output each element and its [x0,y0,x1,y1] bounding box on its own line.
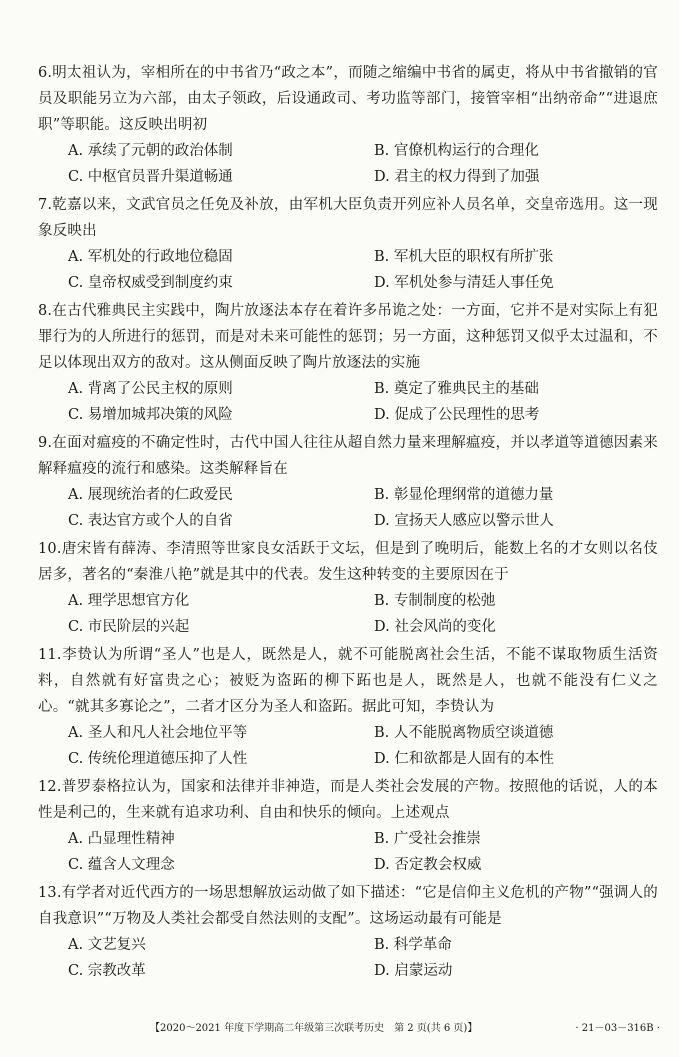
option-b: B. 奠定了雅典民主的基础 [374,381,539,397]
option-c: C. 传统伦理道德压抑了人性 [68,751,248,767]
question-11 [38,642,658,772]
option-a: A. 承续了元朝的政治体制 [68,143,233,159]
option-group [68,932,658,984]
option-b: B. 人不能脱离物质空谈道德 [374,725,554,741]
question-10 [38,536,658,640]
question-13 [38,880,658,984]
option-d: D. 军机处参与清廷人事任免 [374,275,554,291]
question-stem: 13.有学者对近代西方的一场思想解放运动做了如下描述：“它是信仰主义危机的产物”“强调人的自我意识”“万物及人类社会都受自然法则的支配”。这场运动最有可能是 [38,885,658,927]
option-b: B. 科学革命 [374,937,452,953]
option-group [68,720,658,772]
question-9 [38,430,658,534]
option-b: B. 军机大臣的职权有所扩张 [374,249,554,265]
option-c: C. 蕴含人文理念 [68,857,175,873]
option-a: A. 背离了公民主权的原则 [68,381,233,397]
option-group [68,376,658,428]
option-d: D. 宣扬天人感应以警示世人 [374,513,554,529]
option-a: A. 凸显理性精神 [68,831,175,847]
option-a: A. 文艺复兴 [68,937,146,953]
page-footer [150,1022,670,1036]
question-7 [38,192,658,296]
footer-code: · 21－03－316B · [575,1023,660,1034]
option-group [68,826,658,878]
option-b: B. 官僚机构运行的合理化 [374,143,539,159]
option-d: D. 仁和欲都是人固有的本性 [374,751,554,767]
footer-text: 【2020～2021 年度下学期高二年级第三次联考历史 第 2 页(共 6 页)】 [150,1023,478,1034]
question-stem: 6.明太祖认为，宰相所在的中书省乃“政之本”，而随之缩编中书省的属吏，将从中书省撤销的官员及职能另立为六部，由太子领政，后设通政司、考功监等部门，接管宰相“出纳帝命”“进退庶职”等职能。这反映出明初 [38,65,658,133]
option-c: C. 表达官方或个人的自省 [68,513,233,529]
question-list [38,60,658,986]
option-a: A. 理学思想官方化 [68,593,190,609]
question-stem: 10.唐宋皆有薛涛、李清照等世家良女活跃于文坛，但是到了晚明后，能数上名的才女则以名伎居多，著名的“秦淮八艳”就是其中的代表。发生这种转变的主要原因在于 [38,541,658,583]
option-d: D. 社会风尚的变化 [374,619,496,635]
question-stem: 7.乾嘉以来，文武官员之任免及补放，由军机大臣负责开列应补人员名单，交皇帝选用。这一现象反映出 [38,197,658,239]
question-12 [38,774,658,878]
option-a: A. 军机处的行政地位稳固 [68,249,233,265]
option-a: A. 圣人和凡人社会地位平等 [68,725,248,741]
option-d: D. 君主的权力得到了加强 [374,169,540,185]
option-group [68,588,658,640]
option-b: B. 彰显伦理纲常的道德力量 [374,487,554,503]
option-group [68,482,658,534]
option-d: D. 否定教会权威 [374,857,482,873]
question-8 [38,298,658,428]
option-d: D. 促成了公民理性的思考 [374,407,540,423]
option-c: C. 中枢官员晋升渠道畅通 [68,169,233,185]
option-c: C. 宗教改革 [68,963,146,979]
question-6 [38,60,658,190]
question-stem: 12.普罗泰格拉认为，国家和法律并非神造，而是人类社会发展的产物。按照他的话说，人的本性是利己的，生来就有追求功利、自由和快乐的倾向。上述观点 [38,779,658,821]
option-c: C. 皇帝权威受到制度约束 [68,275,233,291]
option-b: B. 专制制度的松弛 [374,593,496,609]
option-c: C. 市民阶层的兴起 [68,619,190,635]
option-group [68,138,658,190]
option-d: D. 启蒙运动 [374,963,453,979]
question-stem: 9.在面对瘟疫的不确定性时，古代中国人往往从超自然力量来理解瘟疫，并以孝道等道德因素来解释瘟疫的流行和感染。这类解释旨在 [38,435,658,477]
question-stem: 11.李贽认为所谓“圣人”也是人，既然是人，就不可能脱离社会生活，不能不谋取物质生活资料，自然就有好富贵之心；被贬为盗跖的柳下跖也是人，既然是人，也就不能没有仁义之心。“就其多寡论之”，二者才区分为圣人和盗跖。据此可知，李贽认为 [38,647,658,715]
option-group [68,244,658,296]
option-a: A. 展现统治者的仁政爱民 [68,487,233,503]
option-b: B. 广受社会推崇 [374,831,481,847]
option-c: C. 易增加城邦决策的风险 [68,407,233,423]
question-stem: 8.在古代雅典民主实践中，陶片放逐法本存在着许多吊诡之处：一方面，它并不是对实际上有犯罪行为的人所进行的惩罚，而是对未来可能性的惩罚；另一方面，这种惩罚又似乎太过温和，不足以体现出双方的敌对。这从侧面反映了陶片放逐法的实施 [38,303,658,371]
